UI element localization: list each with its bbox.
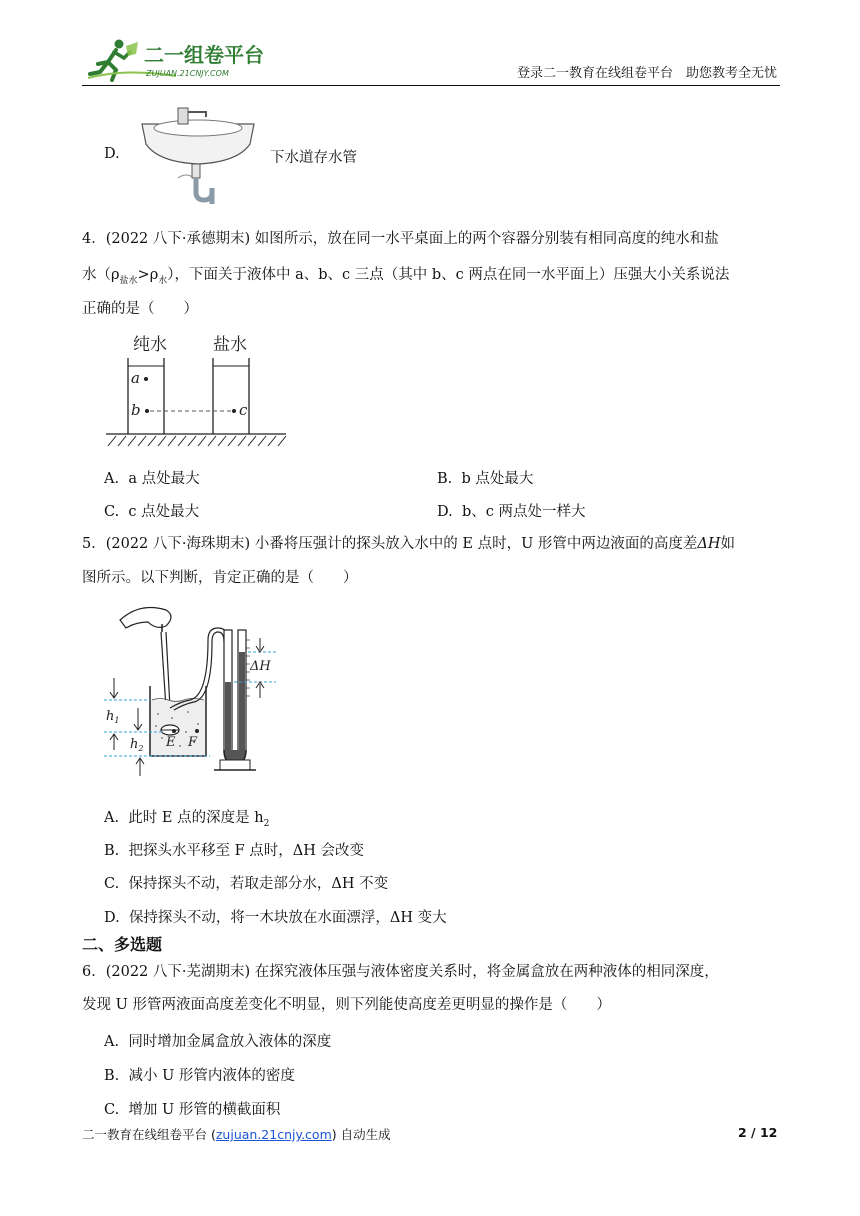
q4-containers-figure [100,330,290,454]
delta-h-label: ΔH [250,659,271,674]
point-e-dot [172,729,176,733]
q4-option-b[interactable]: B. b 点处最大 [437,471,534,487]
logo-subtext: ZUJUAN.21CNJY.COM [146,69,229,78]
q5-pressure-gauge-figure [100,600,280,790]
footer-source: 二一教育在线组卷平台 (zujuan.21cnjy.com) 自动生成 [82,1127,391,1142]
hand-icon [120,608,171,628]
q4-option-d[interactable]: D. b、c 两点处一样大 [437,504,586,520]
q4-line3: 正确的是（ ） [82,301,198,317]
site-logo [86,38,276,82]
q3-option-d-text: 下水道存水管 [270,150,357,166]
point-c-dot [232,409,236,413]
point-e-label: E [166,735,176,750]
section-title-multi-choice: 二、多选题 [82,935,163,954]
q5-option-d[interactable]: D. 保持探头不动，将一木块放在水面漂浮，ΔH 变大 [104,910,447,926]
q5-option-a[interactable]: A. 此时 E 点的深度是 $h_2$ [104,810,270,829]
q6-option-b[interactable]: B. 减小 U 形管内液体的密度 [104,1068,295,1084]
point-b-dot [145,409,149,413]
q5-option-b[interactable]: B. 把探头水平移至 F 点时，ΔH 会改变 [104,843,364,859]
page-number: 2 / 12 [738,1125,778,1140]
header-tagline: 登录二一教育在线组卷平台 助您教考全无忧 [517,66,778,81]
q6-line2: 发现 U 形管两液面高度差变化不明显，则下列能使高度差更明显的操作是（ ） [82,997,611,1013]
footer-link[interactable]: zujuan.21cnjy.com [215,1127,332,1142]
logo-text: 二一组卷平台 [144,43,264,67]
q5-option-c[interactable]: C. 保持探头不动，若取走部分水，ΔH 不变 [104,876,389,892]
point-f-label: F [188,735,198,750]
header-divider [82,85,780,86]
q3-option-d-letter: D. [104,146,120,162]
q6-line1: 6．(2022 八下·芜湖期末) 在探究液体压强与液体密度关系时，将金属盒放在两种液体的相同深度， [82,964,719,980]
sink-drain-trap-figure [138,104,260,208]
label-salt-water: 盐水 [213,335,247,355]
point-a-label: a [131,369,140,387]
h1-label: $h_1$ [106,709,120,725]
q4-option-a[interactable]: A. a 点处最大 [104,471,200,487]
q4-option-c[interactable]: C. c 点处最大 [104,504,200,520]
point-b-label: b [131,401,141,419]
h2-label: $h_2$ [130,737,144,753]
q5-line1: 5．(2022 八下·海珠期末) 小番将压强计的探头放入水中的 E 点时，U 形管中两边液面的高度差ΔH如 [82,536,736,552]
label-pure-water: 纯水 [133,335,167,355]
q6-option-a[interactable]: A. 同时增加金属盒放入液体的深度 [104,1034,332,1050]
q4-line1: 4．(2022 八下·承德期末) 如图所示，放在同一水平桌面上的两个容器分别装有相同高度的纯水和盐 [82,231,719,247]
point-a-dot [144,377,148,381]
point-c-label: c [239,401,248,419]
q5-line2: 图所示。以下判断，肯定正确的是（ ） [82,570,358,586]
point-f-dot [195,729,199,733]
q6-option-c[interactable]: C. 增加 U 形管的横截面积 [104,1102,281,1118]
q4-line2: 水$(\rho_{盐水}>\rho_水)$，下面关于液体中 a、b、c 三点（其中 b、c 两点在同一水平面上）压强大小关系说法 [82,267,730,286]
